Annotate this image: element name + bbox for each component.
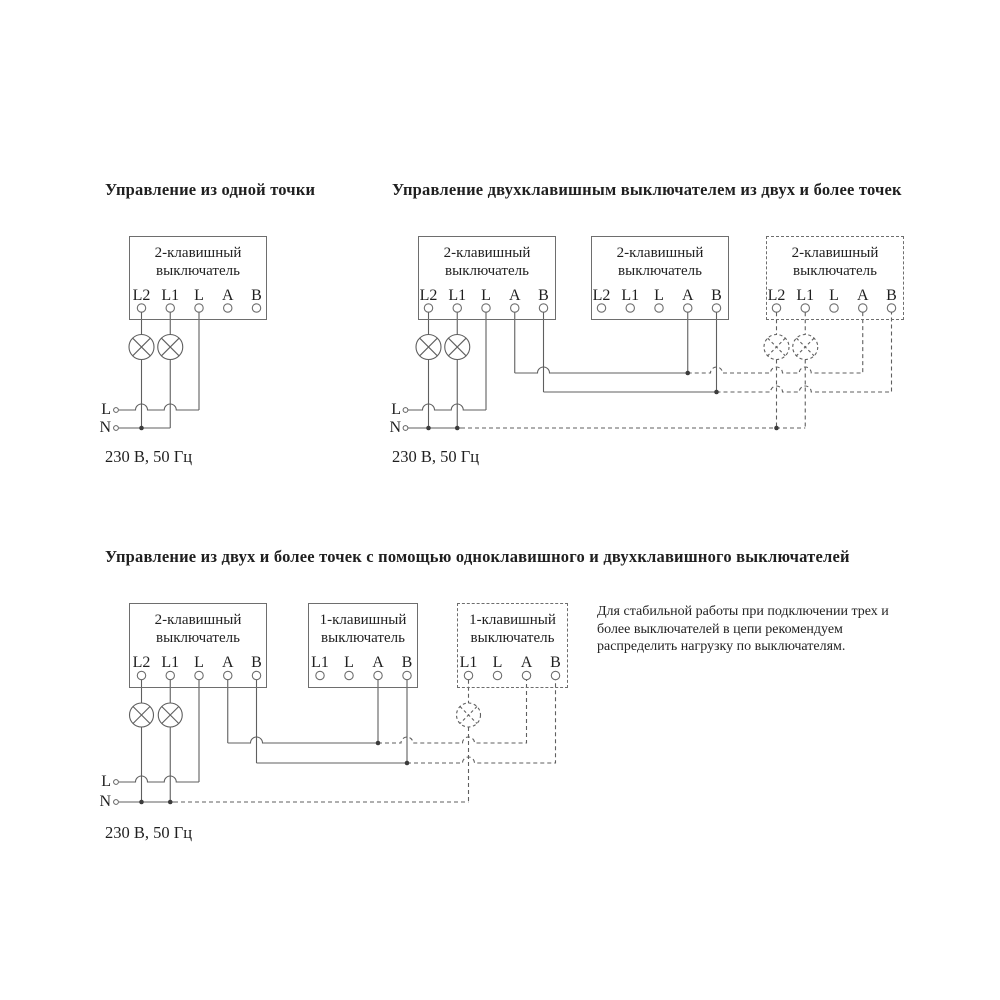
switch-name-line1: 2-клавишный bbox=[616, 245, 704, 261]
note-line: более выключателей в цепи рекомендуем bbox=[597, 621, 843, 637]
terminal-label: L1 bbox=[161, 287, 180, 304]
junction-dot bbox=[405, 761, 410, 766]
terminal-label: L bbox=[654, 287, 664, 304]
terminal-label: A bbox=[520, 654, 533, 671]
terminal-label: L1 bbox=[459, 654, 478, 671]
switch-box-optional bbox=[457, 603, 568, 688]
terminal-label: B bbox=[251, 654, 262, 671]
section-title: Управление из двух и более точек с помощью одноклавишного и двухклавишного выключателей bbox=[105, 547, 850, 566]
switch-name-line2: выключатель bbox=[618, 262, 702, 279]
note-line: распределить нагрузку по выключателям. bbox=[597, 639, 846, 655]
terminal-label: B bbox=[401, 654, 413, 671]
junction-dot bbox=[426, 426, 431, 431]
diagram2-wiring bbox=[403, 304, 896, 431]
switch-name-line2: выключатель bbox=[321, 629, 405, 646]
terminal-label: L2 bbox=[592, 287, 611, 304]
switch-name-line2: выключатель bbox=[793, 262, 877, 279]
terminal-label: A bbox=[856, 287, 869, 304]
terminal-label: B bbox=[886, 287, 897, 304]
switch-box bbox=[591, 236, 729, 320]
diagram1-wiring bbox=[114, 304, 261, 431]
diagram3-wiring bbox=[114, 671, 560, 804]
switch-box bbox=[129, 236, 267, 320]
switch-name-line2: выключатель bbox=[470, 629, 555, 646]
voltage-caption: 230 В, 50 Гц bbox=[105, 447, 193, 466]
voltage-caption: 230 В, 50 Гц bbox=[392, 447, 480, 466]
neutral-label: N bbox=[389, 419, 401, 436]
lamp-icon-optional bbox=[793, 335, 818, 360]
switch-name-line2: выключатель bbox=[156, 629, 240, 646]
neutral-label: N bbox=[99, 793, 111, 810]
terminal-label: L bbox=[194, 654, 204, 671]
terminal-label: A bbox=[681, 287, 694, 304]
terminal-label: L bbox=[829, 287, 839, 304]
terminal-label: L2 bbox=[767, 287, 786, 304]
switch-name-line1: 1-клавишный bbox=[319, 612, 407, 628]
stability-note bbox=[597, 603, 889, 656]
neutral-source-node bbox=[114, 426, 119, 431]
junction-dot bbox=[714, 390, 719, 395]
phase-label: L bbox=[391, 401, 401, 418]
phase-label: L bbox=[101, 401, 111, 418]
phase-source-node bbox=[114, 408, 119, 413]
terminal-label: A bbox=[221, 287, 234, 304]
terminal-label: L1 bbox=[621, 287, 640, 304]
switch-name-line1: 2-клавишный bbox=[791, 245, 879, 261]
note-line: Для стабильной работы при подключении трех и bbox=[597, 604, 889, 619]
phase-source-node bbox=[403, 408, 408, 413]
neutral-source-node bbox=[114, 800, 119, 805]
terminal-label: L2 bbox=[132, 287, 151, 304]
lamp-icon bbox=[130, 703, 154, 727]
terminal-label: B bbox=[550, 654, 561, 671]
switch-name-line2: выключатель bbox=[156, 262, 240, 279]
terminal-label: A bbox=[372, 654, 384, 671]
switch-box bbox=[418, 236, 556, 320]
switch-name-line1: 2-клавишный bbox=[154, 245, 242, 261]
lamp-icon bbox=[445, 335, 470, 360]
terminal-label: B bbox=[538, 287, 549, 304]
terminal-label: L1 bbox=[448, 287, 467, 304]
switch-box-optional bbox=[766, 236, 904, 320]
terminal-label: L1 bbox=[311, 654, 329, 671]
junction-dot bbox=[774, 426, 779, 431]
terminal-label: L1 bbox=[161, 654, 180, 671]
terminal-label: B bbox=[711, 287, 722, 304]
terminal-label: L bbox=[481, 287, 491, 304]
neutral-source-node bbox=[403, 426, 408, 431]
lamp-icon bbox=[158, 335, 183, 360]
terminal-label: L2 bbox=[419, 287, 438, 304]
neutral-label: N bbox=[99, 419, 111, 436]
terminal-label: A bbox=[508, 287, 521, 304]
junction-dot bbox=[168, 800, 173, 805]
terminal-label: L bbox=[194, 287, 204, 304]
phase-line bbox=[119, 404, 199, 410]
junction-dot bbox=[139, 800, 144, 805]
switch-box bbox=[308, 603, 418, 688]
lamp-icon-optional bbox=[764, 335, 789, 360]
phase-label: L bbox=[101, 773, 111, 790]
terminal-label: L1 bbox=[796, 287, 815, 304]
switch-box bbox=[129, 603, 267, 688]
junction-dot bbox=[685, 371, 690, 376]
section-title: Управление из одной точки bbox=[105, 180, 316, 199]
lamp-icon bbox=[416, 335, 441, 360]
terminal-label: B bbox=[251, 287, 262, 304]
switch-name-line2: выключатель bbox=[445, 262, 529, 279]
terminal-label: L2 bbox=[132, 654, 151, 671]
voltage-caption: 230 В, 50 Гц bbox=[105, 823, 193, 842]
phase-line bbox=[119, 776, 199, 782]
terminal-label: L bbox=[344, 654, 354, 671]
section-title: Управление двухклавишным выключателем из двух и более точек bbox=[392, 180, 902, 199]
junction-dot bbox=[376, 741, 381, 746]
lamp-icon bbox=[158, 703, 182, 727]
switch-name-line1: 1-клавишный bbox=[469, 612, 556, 628]
phase-line bbox=[408, 404, 486, 410]
phase-source-node bbox=[114, 780, 119, 785]
lamp-icon-optional bbox=[457, 703, 481, 727]
switch-name-line1: 2-клавишный bbox=[443, 245, 531, 261]
terminal-label: A bbox=[221, 654, 234, 671]
terminal-label: L bbox=[492, 654, 503, 671]
lamp-icon bbox=[129, 335, 154, 360]
junction-dot bbox=[455, 426, 460, 431]
switch-name-line1: 2-клавишный bbox=[154, 612, 242, 628]
junction-dot bbox=[139, 426, 144, 431]
